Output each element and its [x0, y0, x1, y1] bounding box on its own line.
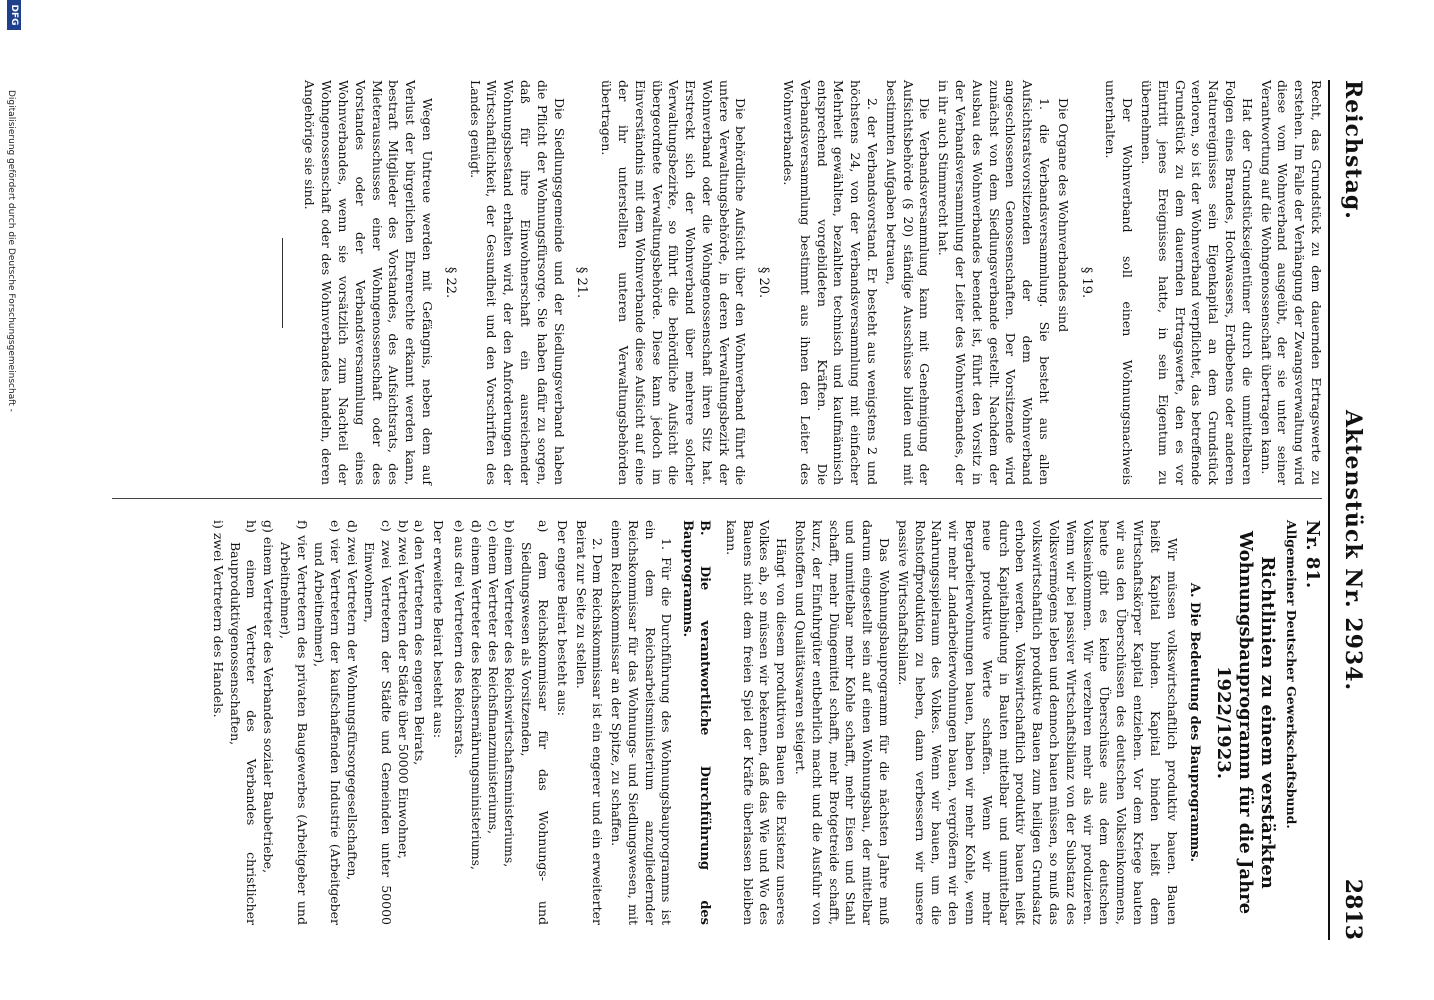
header-left: Reichstag.	[1340, 80, 1366, 220]
list-item: i) zwei Vertretern des Handels.	[210, 520, 226, 718]
paragraph: 2. Dem Reichskommissar ist ein engerer und ein erweiterter Beirat zur Seite zu stellen.	[573, 520, 606, 925]
paragraph: Das Wohnungsbauprogramm für die nächsten Jahre muß darum eingestellt sein auf einen Wohnungsbau, der mittelbar und unmittelbar mehr Kohle schafft, mehr Eisen und Stahl schafft, mehr Düngemittel schafft, mehr Brotgetreide schafft, kurz, der Einfuhrgüter entbehrlich macht und die Ausfuhr von Rohstoffen und Qualitätswaren steigert.	[793, 520, 893, 925]
right-column	[205, 520, 1324, 925]
list-item: d) zwei Vertretern der Wohnungsfürsorgegesellschaften,	[345, 520, 361, 881]
list-item: h) einem Vertreter des Verbandes christlicher Bauproduktivgenossenschaften,	[227, 520, 260, 925]
list-item: f) vier Vertretern des privaten Baugewerbes (Arbeitgeber und Arbeitnehmer),	[277, 520, 310, 925]
list-intro: Der erweiterte Beirat besteht aus:	[431, 520, 447, 739]
section-heading-22: § 22.	[442, 266, 458, 299]
section-b-heading: B. Die verantwortliche Durchführung des Bauprogramms.	[680, 520, 713, 925]
document-number: Nr. 81.	[1302, 520, 1323, 589]
section-a-heading: A. Die Bedeutung des Bauprogramms.	[1187, 582, 1203, 863]
list-item: g) einem Vertreter des Verbandes sozialer Baubetriebe,	[261, 520, 277, 874]
end-rule	[282, 238, 283, 328]
page-number: 2813	[1340, 878, 1366, 940]
engerer-beirat-list	[450, 520, 551, 925]
list-item: e) aus drei Vertretern des Reichsrats.	[451, 520, 467, 759]
paragraph: Hat der Grundstückseigentümer durch die unmittelbaren Folgen eines Brandes, Hochwassers, Erdbebens oder anderen Naturereignisses sein Eigenkapital an dem Grundstück verloren, so ist der Wohnverband verpflichtet, das betreffende Grundstück zu dem dauernden Ertragswerte, den es vor Eintritt jenes Ereignisses hatte, in sein Eigentum zu übernehmen.	[1139, 80, 1255, 485]
paragraph: 1. Für die Durchführung des Wohnungsbauprogramms ist ein dem Reichsarbeitsministerium anzugliedernder Reichskommissar für das Wohnungs- und Siedlungswesen, mit einem Reichskommissar an der Spitze, zu schaffen.	[609, 520, 675, 925]
list-item: e) vier Vertretern der kaufschaffenden Industrie (Arbeitgeber und Arbeitnehmer),	[311, 520, 344, 925]
paragraph: Der Wohnverband soll einen Wohnungsnachweis unterhalten.	[1103, 80, 1136, 485]
header-middle: Aktenstück Nr. 2934.	[1340, 410, 1366, 692]
erweiterter-beirat-list	[209, 520, 427, 925]
list-item: c) zwei Vertretern der Städte und Gemeinden unter 50000 Einwohnern,	[361, 520, 394, 925]
list-intro: Der engere Beirat besteht aus:	[554, 520, 570, 716]
paragraph: Hängt von diesem produktiven Bauen die Existenz unseres Volkes ab, so müssen wir bekennen, daß das Wie und Wo des Bauens nicht dem freien Spiel der Kräfte überlassen bleiben kann.	[723, 520, 790, 925]
list-item: b) zwei Vertretern der Städte über 50000 Einwohner,	[395, 520, 411, 859]
list-item: 1. die Verbandsversammlung. Sie besteht aus allen Aufsichtsratsvorsitzenden der dem Wohnverband angeschlossenen Genossenschaften. Der Vorsitzende wird zunächst von dem Siedlungsverbande gestellt. Nachdem der Ausbau des Wohnverbandes beendet ist, führt den Vorsitz in der Verbandsversammlung der Leiter des Wohnverbandes, der in ihr auch Stimmrecht hat.	[936, 80, 1053, 485]
list-item: d) einem Vertreter des Reichsernährungsministeriums,	[468, 520, 484, 871]
column-divider	[112, 498, 1322, 499]
page-header	[1328, 80, 1370, 940]
paragraph: Wir müssen volkswirtschaftlich produktiv bauen. Bauen heißt Kapital binden. Kapital binden heißt dem Wirtschaftskörper Kapital entziehen. Vor dem Kriege bauten wir aus den Überschüssen des deutschen Volkseinkommens, heute gibt es keine Überschüsse aus dem deutschen Volkseinkommen. Wir verzehren mehr als wir produzieren. Wenn wir bei passiver Wirtschaftsbilanz von der Substanz des Volksvermögens leben und dennoch bauen müssen, so muß das volkswirtschaftlich produktive Bauen zum heiligen Grundsatz erhoben werden. Volkswirtschaftlich produktiv bauen heißt durch Kapitalbindung in Bauten mittelbar und unmittelbar neue produktive Werte schaffen. Wenn wir mehr Bergarbeiterwohnungen bauen, haben wir mehr Kohle, wenn wir mehr Landarbeiterwohnungen bauen, vergrößern wir den Nahrungsspielraum des Volkes. Wenn wir bauen, um die Rohstoffproduktion zu heben, dann verbessern wir unsere passive Wirtschaftsbilanz.	[895, 520, 1180, 925]
list-item: 2. der Verbandsvorstand. Er besteht aus wenigstens 2 und höchstens 24, von der Verbandsversammlung mit einfacher Mehrheit gewählten, bezahlten technisch und kaufmännisch entsprechend vorgebildeten Kräften. Die Verbandsversammlung bestimmt aus ihnen den Leiter des Wohnverbandes.	[781, 80, 881, 485]
paragraph: Die Organe des Wohnverbandes sind	[1055, 98, 1071, 333]
paragraph: Die Siedlungsgemeinde und der Siedlungsverband haben die Pflicht der Wohnungsfürsorge. Sie haben dafür zu sorgen, daß für ihre Einwohnerschaft ein ausreichender Wohnungsbestand erhalten wird, der den Anforderungen der Wirtschaftlichkeit, der Gesundheit und den Vorschriften des Landes genügt.	[467, 80, 567, 485]
paragraph: Die behördliche Aufsicht über den Wohnverband führt die untere Verwaltungsbehörde, in deren Verwaltungsbezirk der Wohnverband oder die Wohngenossenschaft ihren Sitz hat. Erstreckt sich der Wohnverband über mehrere solcher Verwaltungsbezirke, so führt die behördliche Aufsicht die übergeordnete Verwaltungsbehörde. Diese kann jedoch im Einverständnis mit dem Wohnverbande diese Aufsicht auf eine der ihr unterstellten unteren Verwaltungsbehörden übertragen.	[599, 80, 749, 485]
paragraph: Wegen Untreue werden mit Gefängnis, neben dem auf Verlust der bürgerlichen Ehrenrechte erkannt werden kann, bestraft Mitglieder des Vorstandes, des Aufsichtsrats, des Mieterausschusses einer Wohngenossenschaft oder des Vorstandes oder der Verbandsversammlung eines Wohnverbandes, wenn sie vorsätzlich zum Nachteil der Wohngenossenschaft oder des Wohnverbandes handeln, deren Angehörige sie sind.	[302, 80, 435, 485]
list-item: a) dem Reichskommissar für das Wohnungs- und Siedlungswesen als Vorsitzenden,	[519, 520, 551, 925]
paragraph: Recht, das Grundstück zu dem dauernden Ertragswerte zu erstehen. Im Falle der Verhängung der Zwangsverwaltung wird diese vom Wohnverband ausgeübt, der sie unter seiner Verantwortung auf die Wohngenossenschaft übertragen kann.	[1258, 80, 1324, 485]
section-heading-19: § 19.	[1078, 266, 1094, 299]
list-item: c) einem Vertreter des Reichsfinanzministeriums,	[485, 520, 501, 835]
dfg-logo: DFG	[7, 0, 21, 30]
paragraph: Die Verbandsversammlung kann mit Genehmigung der Aufsichtsbehörde (§ 20) ständige Ausschüsse bilden und mit bestimmten Aufgaben betrauen,	[883, 80, 933, 485]
section-heading-20: § 20.	[756, 266, 772, 299]
digitization-credit: Digitalisierung gefördert durch die Deutsche Forschungsgemeinschaft -	[6, 90, 16, 412]
left-column	[282, 80, 1324, 485]
list-item: a) den Vertretern des engeren Beirats,	[412, 520, 428, 766]
section-heading-21: § 21.	[574, 266, 590, 299]
list-item: b) einem Vertreter des Reichswirtschaftsministeriums,	[502, 520, 518, 868]
document-author: Allgemeiner Deutscher Gewerkschaftsbund.	[1284, 520, 1300, 829]
document-title: Richtlinien zu einem verstärkten Wohnungsbauprogramm für die Jahre 1922/1923.	[1213, 530, 1279, 915]
